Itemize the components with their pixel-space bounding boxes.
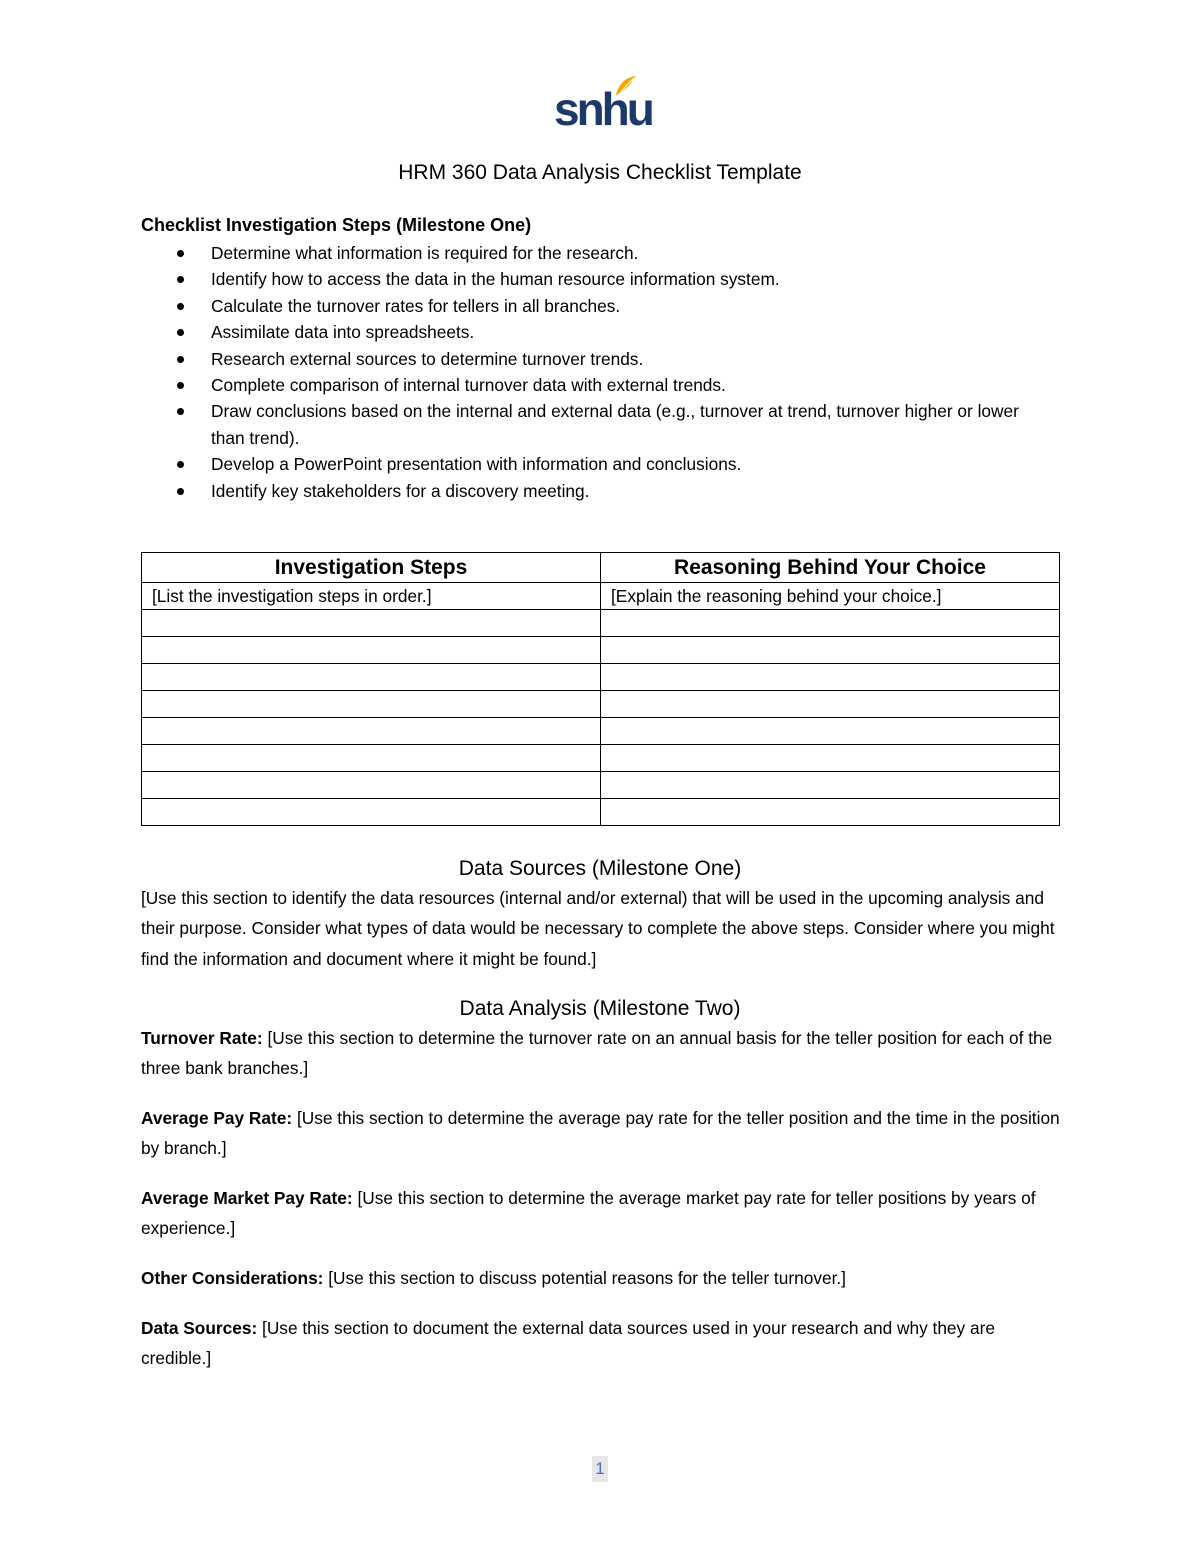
data-sources-label: Data Sources: — [141, 1318, 258, 1338]
table-row — [142, 664, 1060, 691]
table-row — [142, 745, 1060, 772]
table-cell[interactable] — [601, 664, 1060, 691]
table-cell[interactable] — [142, 637, 601, 664]
list-item: Identify how to access the data in the human resource information system. — [172, 266, 1042, 292]
table-cell[interactable] — [142, 664, 601, 691]
turnover-rate-text: [Use this section to determine the turnover rate on an annual basis for the teller position for each of the three bank branches.] — [141, 1028, 1053, 1079]
column-header-reasoning: Reasoning Behind Your Choice — [601, 553, 1060, 583]
table-cell[interactable] — [601, 772, 1060, 799]
table-row — [142, 637, 1060, 664]
data-sources-paragraph — [141, 1313, 1061, 1374]
average-market-pay-rate-label: Average Market Pay Rate: — [141, 1188, 353, 1208]
other-considerations-paragraph — [141, 1263, 1061, 1293]
table-cell[interactable] — [601, 691, 1060, 718]
table-cell[interactable] — [142, 772, 601, 799]
checklist-heading: Checklist Investigation Steps (Milestone One) — [141, 215, 532, 235]
table-cell[interactable]: [List the investigation steps in order.] — [142, 583, 601, 610]
table-row — [142, 691, 1060, 718]
other-considerations-label: Other Considerations: — [141, 1268, 324, 1288]
average-market-pay-rate-paragraph — [141, 1183, 1061, 1244]
table-cell[interactable] — [601, 745, 1060, 772]
data-sources-analysis-text: [Use this section to document the external data sources used in your research and why they are credible.] — [141, 1318, 995, 1369]
table-cell[interactable]: [Explain the reasoning behind your choice.] — [601, 583, 1060, 610]
average-pay-rate-text: [Use this section to determine the average pay rate for the teller position and the time in the position by branch.] — [141, 1108, 1060, 1159]
turnover-rate-paragraph — [141, 1023, 1061, 1084]
table-row — [142, 772, 1060, 799]
average-pay-rate-label: Average Pay Rate: — [141, 1108, 293, 1128]
data-analysis-heading: Data Analysis (Milestone Two) — [459, 997, 741, 1020]
column-header-steps: Investigation Steps — [142, 553, 601, 583]
table-cell[interactable] — [142, 745, 601, 772]
list-item: Determine what information is required for the research. — [172, 240, 1042, 266]
other-considerations-text: [Use this section to discuss potential reasons for the teller turnover.] — [323, 1268, 846, 1288]
list-item: Identify key stakeholders for a discovery meeting. — [172, 478, 1042, 504]
table-row — [142, 799, 1060, 826]
table-cell[interactable] — [601, 610, 1060, 637]
table-cell[interactable] — [601, 799, 1060, 826]
table-cell[interactable] — [142, 799, 601, 826]
data-sources-heading: Data Sources (Milestone One) — [458, 857, 742, 880]
table-row — [142, 583, 1060, 610]
table-header-row — [142, 553, 1060, 583]
table-cell[interactable] — [601, 637, 1060, 664]
turnover-rate-label: Turnover Rate: — [141, 1028, 263, 1048]
table-cell[interactable] — [142, 691, 601, 718]
snhu-logo — [554, 74, 652, 135]
table-cell[interactable] — [601, 718, 1060, 745]
investigation-table — [141, 552, 1060, 826]
average-market-pay-rate-text: [Use this section to determine the average market pay rate for teller positions by years of experience.] — [141, 1188, 1036, 1239]
list-item: Research external sources to determine turnover trends. — [172, 346, 1042, 372]
page-number: 1 — [592, 1456, 608, 1482]
list-item: Assimilate data into spreadsheets. — [172, 319, 1042, 345]
checklist-list — [172, 240, 1042, 504]
list-item: Calculate the turnover rates for tellers in all branches. — [172, 293, 1042, 319]
list-item: Draw conclusions based on the internal and external data (e.g., turnover at trend, turnover higher or lower than trend). — [172, 398, 1042, 451]
data-sources-text: [Use this section to identify the data resources (internal and/or external) that will be used in the upcoming analysis and their purpose. Consider what types of data would be necessary to complete the above steps. Consider where you might find the information and document where it might be found.] — [141, 888, 1055, 969]
average-pay-rate-paragraph — [141, 1103, 1061, 1164]
list-item: Complete comparison of internal turnover data with external trends. — [172, 372, 1042, 398]
table-row — [142, 718, 1060, 745]
table-cell[interactable] — [142, 718, 601, 745]
table-row — [142, 610, 1060, 637]
table-cell[interactable] — [142, 610, 601, 637]
list-item: Develop a PowerPoint presentation with information and conclusions. — [172, 451, 1042, 477]
logo-wordmark: snhu — [554, 83, 652, 135]
page-title: HRM 360 Data Analysis Checklist Template — [398, 161, 802, 184]
